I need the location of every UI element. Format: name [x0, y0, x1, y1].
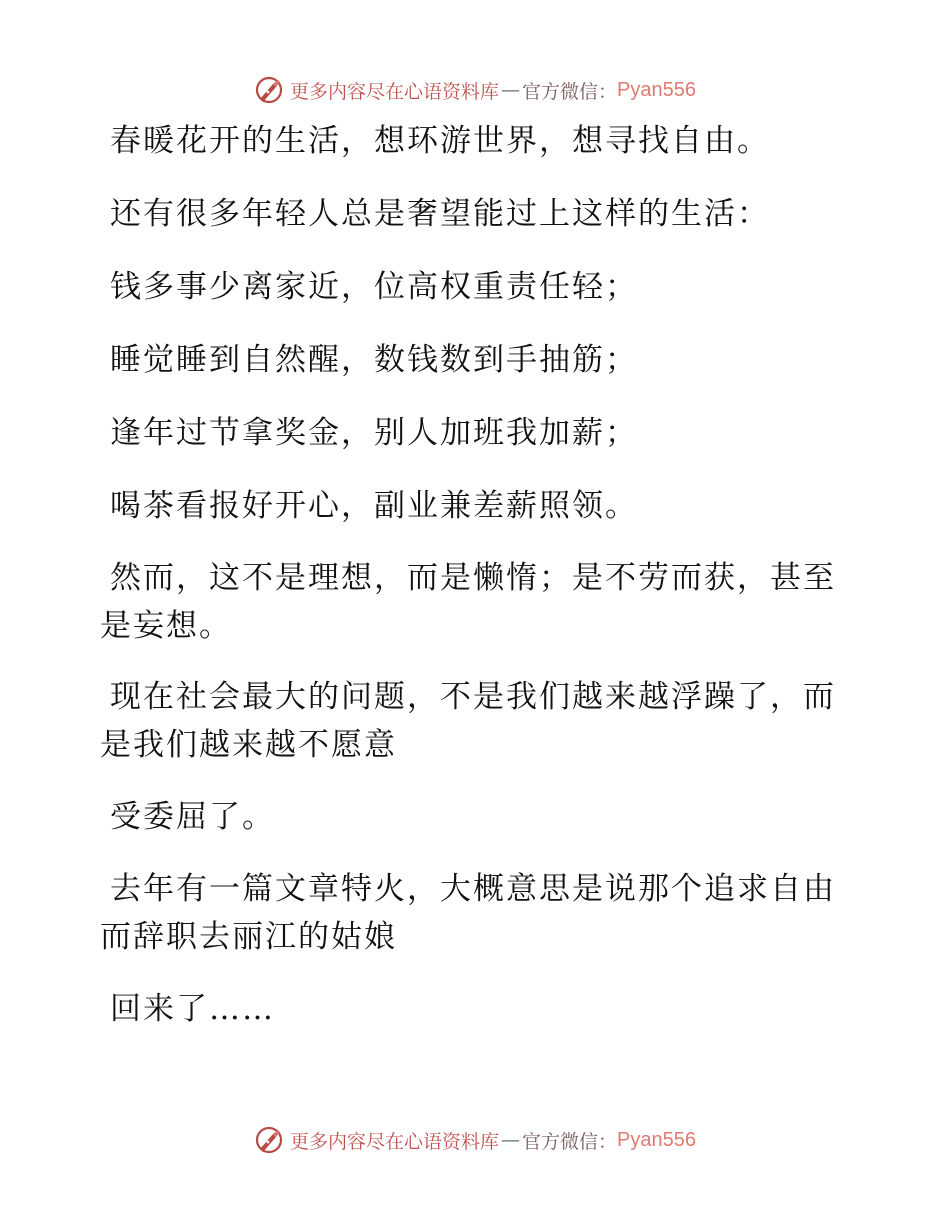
pen-nib-logo-icon: [254, 1125, 284, 1155]
pen-nib-logo-icon: [254, 75, 284, 105]
header-wechat-label: 官方微信：: [522, 80, 618, 103]
paragraph: 受委屈了。: [110, 799, 275, 835]
footer-text: 更多内容尽在心语资料库: [290, 1130, 500, 1153]
header-banner: [0, 70, 950, 110]
footer-wechat-label: 官方微信：: [522, 1130, 618, 1153]
paragraph: 回来了……: [110, 991, 275, 1027]
paragraph: 现在社会最大的问题，不是我们越来越浮躁了，而是我们越来越不愿意: [100, 679, 836, 763]
paragraph: 去年有一篇文章特火，大概意思是说那个追求自由而辞职去丽江的姑娘: [100, 871, 836, 955]
footer-banner: [0, 1120, 950, 1160]
paragraph: 钱多事少离家近，位高权重责任轻；: [110, 269, 638, 305]
paragraph: 还有很多年轻人总是奢望能过上这样的生活：: [110, 196, 770, 232]
footer-separator: —: [501, 1129, 521, 1151]
header-wechat-id: Pyan556: [617, 78, 696, 101]
footer-wechat-id: Pyan556: [617, 1128, 696, 1151]
paragraph: 春暖花开的生活，想环游世界，想寻找自由。: [110, 123, 770, 159]
paragraph: 逢年过节拿奖金，别人加班我加薪；: [110, 415, 638, 451]
header-text: 更多内容尽在心语资料库: [290, 80, 500, 103]
paragraph: 睡觉睡到自然醒，数钱数到手抽筋；: [110, 342, 638, 378]
body-text: [100, 116, 840, 1057]
paragraph: 然而，这不是理想，而是懒惰；是不劳而获，甚至是妄想。: [100, 560, 836, 644]
paragraph: 喝茶看报好开心，副业兼差薪照领。: [110, 488, 638, 524]
header-separator: —: [501, 79, 521, 101]
